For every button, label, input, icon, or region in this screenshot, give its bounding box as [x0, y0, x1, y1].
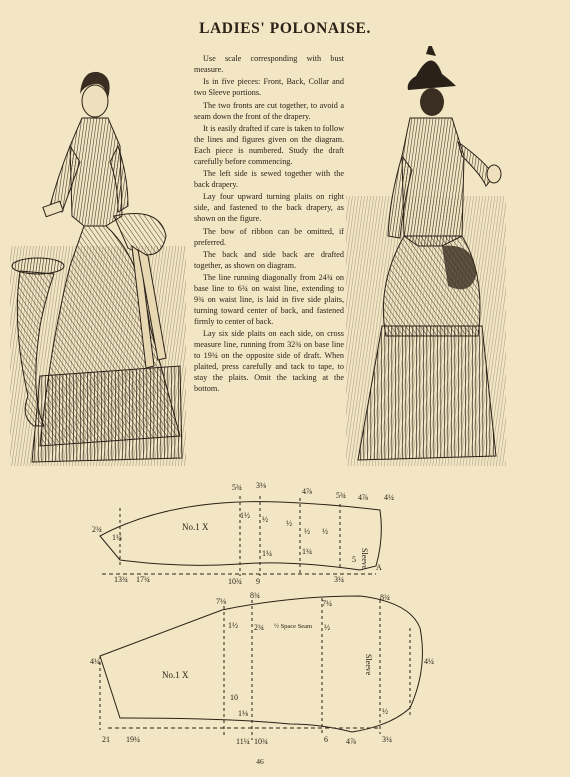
upper-left-mark: 2¾	[92, 525, 102, 534]
upper-top-mark: 4⅞	[302, 487, 312, 496]
paragraph: Use scale corresponding with bust measure.	[194, 54, 344, 74]
upper-sleeve-label: Sleeve	[360, 548, 369, 570]
lower-inner-mark: 2¾	[254, 623, 264, 632]
paragraph: The left side is sewed together with the back drapery.	[194, 169, 344, 189]
upper-left-mark: 1¼	[112, 533, 122, 542]
upper-top-mark: 5¾	[232, 483, 242, 492]
upper-top-mark: 5¾	[336, 491, 346, 500]
upper-inner-mark: ½	[304, 527, 310, 536]
lower-bottom-mark: 21	[102, 735, 110, 744]
lower-top-mark: 7¼	[322, 599, 332, 608]
lower-inner-mark: ½	[382, 707, 388, 716]
upper-inner-mark: 1½	[240, 511, 250, 520]
lower-bottom-mark: 19¼	[126, 735, 140, 744]
lower-inner-mark: 10	[230, 693, 238, 702]
upper-inner-mark: 1¼	[262, 549, 272, 558]
front-view-illustration	[10, 66, 186, 470]
upper-inner-mark: ½	[322, 527, 328, 536]
paragraph: The bow of ribbon can be omitted, if preferred.	[194, 226, 344, 247]
paragraph: The line running diagonally from 24¾ on base line to 6¾ on waist line, extending to 9¾ on waist line, is laid in five side plaits, turning toward center of back, and fastened firmly to center of back.	[194, 273, 344, 326]
upper-top-mark: 3⅛	[256, 481, 266, 490]
paragraph: Lay four upward turning plaits on right side, and fastened to the back drapery, as shown on the figure.	[194, 192, 344, 224]
paragraph: The two fronts are cut together, to avoid a seam down the front of the drapery.	[194, 100, 344, 121]
upper-bottom-mark: 13¾	[114, 575, 128, 584]
upper-inner-mark: ½	[262, 515, 268, 524]
lower-bottom-mark: 3¼	[382, 735, 392, 744]
lower-piece-label: No.1 X	[162, 670, 189, 680]
space-seam-note: ½ Space Seam	[274, 623, 313, 630]
lower-inner-mark: 1½	[228, 621, 238, 630]
paragraph: The back and side back are drafted together, as shown on diagram.	[194, 249, 344, 270]
lower-bottom-mark: 10¾	[254, 737, 268, 746]
lower-top-mark: 8¾	[380, 593, 390, 602]
upper-top-mark: 4¼	[384, 493, 394, 502]
upper-right-mark: 5	[352, 555, 356, 564]
lower-top-mark: 7⅛	[216, 597, 226, 606]
lower-bottom-mark: 11¼	[236, 737, 250, 746]
lower-top-mark: 8¾	[250, 591, 260, 600]
upper-piece-label: No.1 X	[182, 522, 209, 532]
upper-top-mark: 4⅞	[358, 493, 368, 502]
paragraph: It is easily drafted if care is taken to follow the lines and figures given on the diagram. Each piece is numbered. Study the draft carefully before commencing.	[194, 123, 344, 166]
upper-bottom-mark: 9	[256, 577, 260, 586]
upper-bottom-mark: 17¾	[136, 575, 150, 584]
back-view-illustration	[346, 46, 506, 474]
paragraph: Lay six side plaits on each side, on cross measure line, running from 32¾ on base line to 19¾ on the opposite side of draft. When plaited, press carefully and tack to tape, to stay the plaits. Omit the tacking at the bottom.	[194, 329, 344, 393]
sleeve-pattern-diagram	[90, 478, 540, 768]
instructions-text	[194, 54, 344, 396]
upper-bottom-mark: 3¼	[334, 575, 344, 584]
upper-bottom-mark: A	[376, 563, 382, 572]
lower-inner-mark: ½	[324, 623, 330, 632]
upper-inner-mark: ½	[286, 519, 292, 528]
lower-right-mark: 4¼	[424, 657, 434, 666]
lower-sleeve-label: Sleeve	[364, 654, 373, 676]
lower-left-mark: 4¼	[90, 657, 100, 666]
page-title: LADIES' POLONAISE.	[199, 20, 371, 37]
upper-bottom-mark: 10¾	[228, 577, 242, 586]
upper-inner-mark: 1¼	[302, 547, 312, 556]
lower-bottom-mark: 4⅞	[346, 737, 356, 746]
lower-inner-mark: 1⅛	[238, 709, 248, 718]
lower-bottom-mark: 6	[324, 735, 328, 744]
page-number: 46	[256, 757, 264, 766]
paragraph: Is in five pieces: Front, Back, Collar and two Sleeve portions.	[194, 77, 344, 98]
